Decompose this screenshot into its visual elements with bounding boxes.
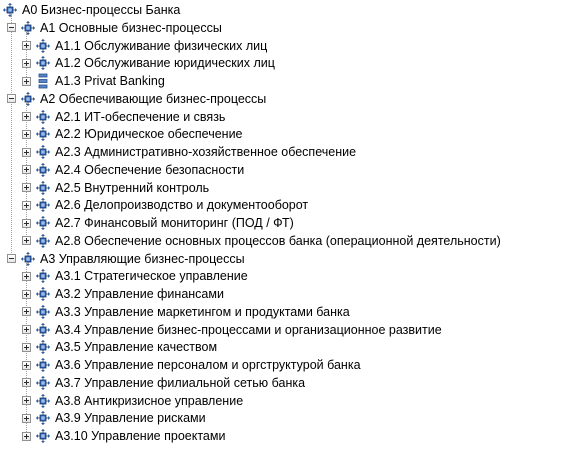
tree-item-label: A2.7 Финансовый мониторинг (ПОД / ФТ) [55, 216, 294, 230]
expand-toggle[interactable] [22, 236, 31, 245]
tree-item-label: A3.1 Стратегическое управление [55, 269, 248, 284]
tree-item[interactable] [22, 303, 350, 321]
process-diagram-icon [35, 375, 51, 391]
expand-toggle[interactable] [22, 361, 31, 370]
collapse-toggle[interactable] [7, 23, 16, 32]
process-diagram-icon [35, 215, 51, 231]
tree-item-label: A1 Основные бизнес-процессы [40, 20, 222, 35]
tree-item[interactable] [22, 427, 225, 445]
tree-item[interactable] [22, 54, 275, 72]
process-diagram-icon [35, 233, 51, 249]
expand-toggle[interactable] [22, 325, 31, 334]
process-diagram-icon [35, 162, 51, 178]
tree-item-label: A3.2 Управление финансами [55, 287, 224, 301]
process-diagram-icon [35, 339, 51, 355]
expand-toggle[interactable] [22, 148, 31, 157]
tree-item-label: A3.5 Управление качеством [55, 340, 218, 355]
process-diagram-icon [35, 126, 51, 142]
process-diagram-icon [35, 268, 51, 284]
tree-item[interactable] [22, 161, 244, 179]
tree-item[interactable] [22, 338, 217, 356]
process-diagram-icon [35, 410, 51, 426]
process-diagram-icon [35, 197, 51, 213]
tree-item[interactable] [22, 214, 294, 232]
process-diagram-icon [35, 109, 51, 125]
tree-item[interactable] [22, 392, 243, 410]
stacked-blocks-icon [35, 73, 51, 89]
tree-item[interactable] [7, 250, 245, 268]
process-diagram-icon [20, 20, 36, 36]
tree-item-label: A2.4 Обеспечение безопасности [55, 162, 245, 177]
process-diagram-icon [35, 428, 51, 444]
tree-item[interactable] [22, 196, 308, 214]
tree-item-label: A1.2 Обслуживание юридических лиц [55, 56, 275, 71]
tree-item[interactable] [22, 72, 165, 90]
expand-toggle[interactable] [22, 59, 31, 68]
collapse-toggle[interactable] [7, 94, 16, 103]
tree-item-label: A3.6 Управление персоналом и оргструктурой банка [55, 358, 361, 372]
expand-toggle[interactable] [22, 396, 31, 405]
tree-item[interactable] [2, 1, 180, 19]
expand-toggle[interactable] [22, 307, 31, 316]
tree-item[interactable] [22, 179, 209, 197]
process-diagram-icon [35, 38, 51, 54]
expand-toggle[interactable] [22, 272, 31, 281]
tree-item-label: A2.8 Обеспечение основных процессов банка (операционной деятельности) [55, 233, 501, 248]
expand-toggle[interactable] [22, 165, 31, 174]
tree-item-label: A2.6 Делопроизводство и документооборот [55, 198, 309, 213]
expand-toggle[interactable] [22, 130, 31, 139]
tree-item-label: A2.3 Административно-хозяйственное обеспечение [55, 145, 357, 159]
tree-item-label: A3 Управляющие бизнес-процессы [40, 251, 245, 266]
tree-item-label: A3.7 Управление филиальной сетью банка [55, 375, 306, 390]
tree-item[interactable] [22, 374, 305, 392]
process-diagram-icon [20, 91, 36, 107]
process-diagram-icon [35, 393, 51, 409]
expand-toggle[interactable] [22, 77, 31, 86]
expand-toggle[interactable] [22, 432, 31, 441]
expand-toggle[interactable] [22, 219, 31, 228]
process-diagram-icon [20, 251, 36, 267]
expand-toggle[interactable] [22, 378, 31, 387]
expand-toggle[interactable] [22, 201, 31, 210]
tree-item[interactable] [22, 37, 267, 55]
tree-item-label: A3.8 Антикризисное управление [55, 393, 244, 408]
tree-guide-line [11, 14, 12, 259]
tree-item[interactable] [22, 108, 225, 126]
expand-toggle[interactable] [22, 290, 31, 299]
expand-toggle[interactable] [22, 183, 31, 192]
tree-item[interactable] [22, 356, 361, 374]
process-diagram-icon [35, 55, 51, 71]
tree-item[interactable] [22, 143, 356, 161]
tree-item-label: A3.9 Управление рисками [55, 411, 206, 426]
tree-item-label: A3.10 Управление проектами [55, 429, 226, 443]
tree-item[interactable] [22, 267, 248, 285]
tree-item[interactable] [7, 19, 222, 37]
process-diagram-icon [35, 304, 51, 320]
process-diagram-icon [35, 357, 51, 373]
expand-toggle[interactable] [22, 414, 31, 423]
tree-item-label: A1.1 Обслуживание физических лиц [55, 38, 268, 53]
expand-toggle[interactable] [22, 41, 31, 50]
tree-item-label: A2.1 ИТ-обеспечение и связь [55, 109, 226, 124]
expand-toggle[interactable] [22, 112, 31, 121]
tree-item-label: A2.5 Внутренний контроль [55, 180, 210, 195]
tree-item[interactable] [22, 285, 224, 303]
process-diagram-icon [35, 144, 51, 160]
tree-item[interactable] [22, 125, 243, 143]
tree-item-label: A3.3 Управление маркетингом и продуктами банка [55, 304, 350, 319]
process-diagram-icon [35, 180, 51, 196]
process-diagram-icon [35, 322, 51, 338]
process-diagram-icon [35, 286, 51, 302]
tree-item-label: A3.4 Управление бизнес-процессами и организационное развитие [55, 322, 442, 337]
expand-toggle[interactable] [22, 343, 31, 352]
collapse-toggle[interactable] [7, 254, 16, 263]
tree-item-label: A1.3 Privat Banking [55, 74, 165, 88]
tree-item-label: A0 Бизнес-процессы Банка [22, 3, 181, 17]
tree-item-label: A2.2 Юридическое обеспечение [55, 127, 243, 142]
tree-item-label: A2 Обеспечивающие бизнес-процессы [40, 91, 267, 106]
tree-item[interactable] [22, 409, 206, 427]
process-diagram-icon [2, 2, 18, 18]
tree-item[interactable] [7, 90, 266, 108]
tree-item[interactable] [22, 232, 501, 250]
tree-item[interactable] [22, 321, 442, 339]
